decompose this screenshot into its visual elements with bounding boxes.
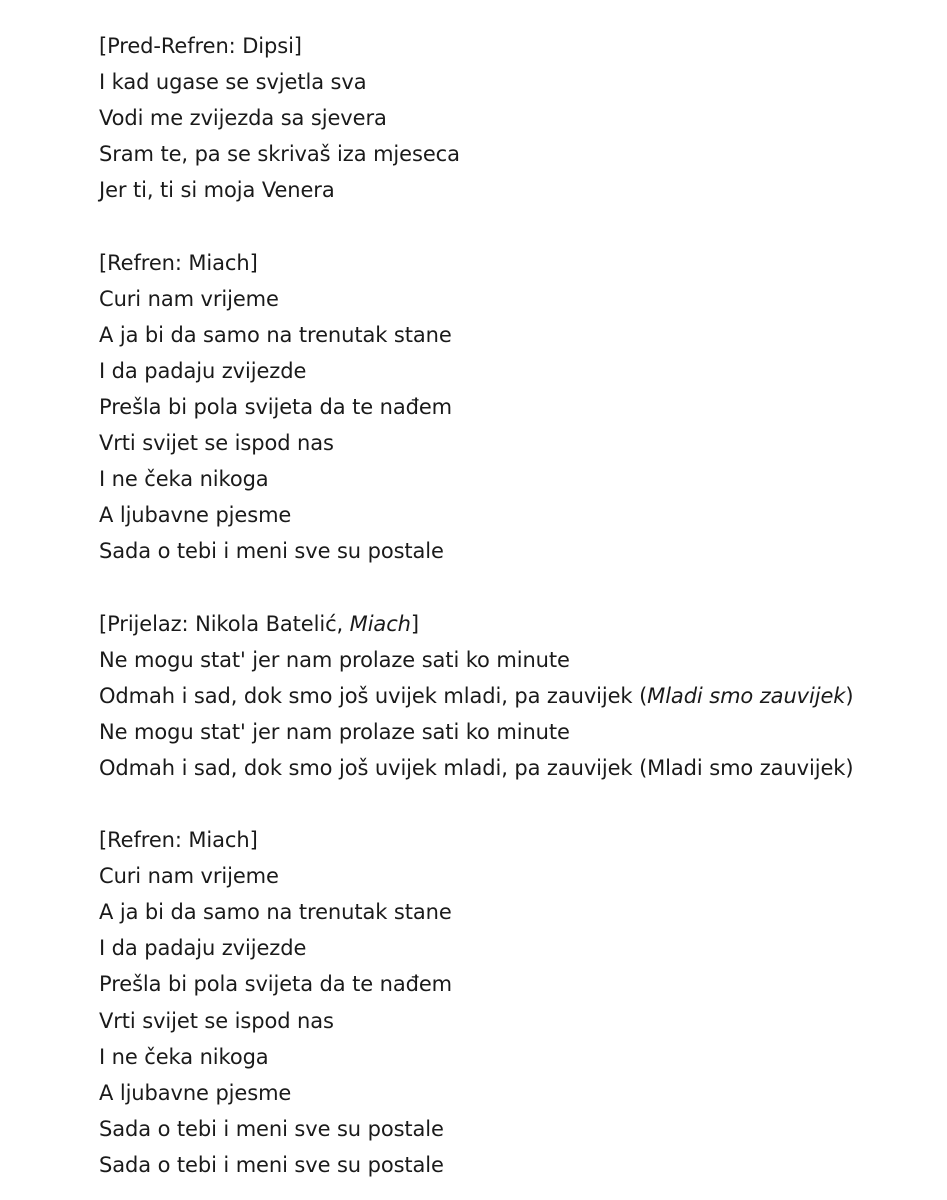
lyric-line: Sada o tebi i meni sve su postale bbox=[99, 1116, 444, 1141]
section-header: [Pred-Refren: Dipsi] bbox=[99, 34, 302, 58]
lyric-line: Sada o tebi i meni sve su postale bbox=[99, 1152, 444, 1177]
lyric-line: Vodi me zvijezda sa sjevera bbox=[99, 106, 387, 131]
section-pred-refren bbox=[99, 28, 939, 208]
lyric-line: Sada o tebi i meni sve su postale bbox=[99, 539, 444, 564]
lyric-text-italic: Mladi smo zauvijek bbox=[647, 683, 846, 708]
section-header bbox=[99, 606, 939, 642]
section-header-text: [Prijelaz: Nikola Batelić, bbox=[99, 611, 350, 636]
lyric-line: Ne mogu stat' jer nam prolaze sati ko minute bbox=[99, 719, 570, 744]
section-prijelaz bbox=[99, 606, 939, 786]
section-header-text: ] bbox=[410, 611, 419, 636]
lyric-line: A ja bi da samo na trenutak stane bbox=[99, 900, 452, 925]
lyric-text: ) bbox=[845, 683, 854, 708]
section-refren bbox=[99, 245, 939, 570]
lyric-line: I da padaju zvijezde bbox=[99, 358, 307, 383]
lyric-line: I da padaju zvijezde bbox=[99, 936, 307, 961]
lyric-line: Prešla bi pola svijeta da te nađem bbox=[99, 972, 453, 997]
stanza-gap bbox=[99, 208, 939, 244]
lyric-text: Odmah i sad, dok smo još uvijek mladi, pa zauvijek ( bbox=[99, 683, 648, 708]
section-refren-2 bbox=[99, 822, 939, 1183]
lyric-line: A ljubavne pjesme bbox=[99, 1080, 292, 1105]
lyric-line: Jer ti, ti si moja Venera bbox=[99, 178, 335, 203]
lyric-line bbox=[99, 678, 939, 714]
lyric-line: A ljubavne pjesme bbox=[99, 503, 292, 528]
lyric-line: Curi nam vrijeme bbox=[99, 864, 279, 889]
lyric-line: Vrti svijet se ispod nas bbox=[99, 1008, 334, 1033]
lyric-line: Odmah i sad, dok smo još uvijek mladi, pa zauvijek (Mladi smo zauvijek) bbox=[99, 755, 854, 780]
lyric-line: A ja bi da samo na trenutak stane bbox=[99, 322, 452, 347]
lyric-line: Vrti svijet se ispod nas bbox=[99, 431, 334, 456]
lyric-line: I ne čeka nikoga bbox=[99, 467, 269, 492]
section-header: [Refren: Miach] bbox=[99, 828, 258, 853]
stanza-gap bbox=[99, 569, 939, 605]
lyrics-body bbox=[99, 28, 939, 1183]
section-header-italic: Miach bbox=[349, 611, 411, 636]
lyric-line: Curi nam vrijeme bbox=[99, 286, 279, 311]
lyric-line: Sram te, pa se skrivaš iza mjeseca bbox=[99, 142, 460, 167]
lyric-line: I ne čeka nikoga bbox=[99, 1044, 269, 1069]
stanza-gap bbox=[99, 786, 939, 822]
section-header: [Refren: Miach] bbox=[99, 250, 258, 275]
lyric-line: Ne mogu stat' jer nam prolaze sati ko minute bbox=[99, 647, 570, 672]
lyric-line: I kad ugase se svjetla sva bbox=[99, 70, 367, 95]
lyric-line: Prešla bi pola svijeta da te nađem bbox=[99, 394, 453, 419]
